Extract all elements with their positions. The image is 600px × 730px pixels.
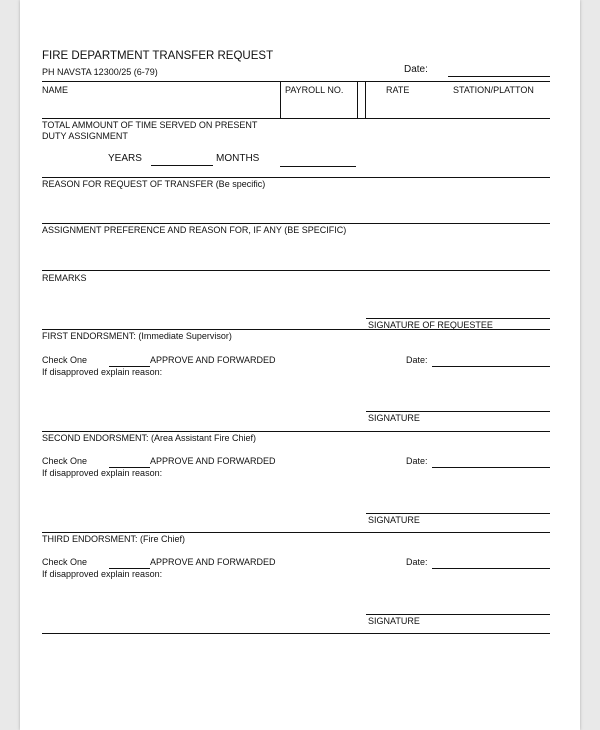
months-label: MONTHS — [216, 153, 260, 164]
date-label: Date: — [404, 64, 428, 75]
check-one-label: Check One — [42, 355, 88, 365]
date-label: Date: — [406, 355, 428, 365]
header-row-divider — [357, 81, 358, 118]
reason-label: REASON FOR REQUEST OF TRANSFER (Be specific) — [42, 179, 266, 189]
signature-label: SIGNATURE — [368, 515, 420, 525]
form-page — [20, 0, 580, 730]
years-label: YEARS — [108, 153, 142, 164]
approve-label: APPROVE AND FORWARDED — [150, 355, 276, 365]
signature-label: SIGNATURE — [368, 413, 420, 423]
date-field[interactable] — [432, 568, 550, 569]
header-row-divider — [365, 81, 366, 118]
time-served-label: TOTAL AMMOUNT OF TIME SERVED ON PRESENT — [42, 120, 258, 130]
requestee-signature-label: SIGNATURE OF REQUESTEE — [368, 320, 493, 330]
approve-label: APPROVE AND FORWARDED — [150, 456, 276, 466]
rate-label: RATE — [386, 85, 410, 95]
divider — [42, 633, 550, 634]
disapproved-label: If disapproved explain reason: — [42, 367, 163, 377]
preference-label: ASSIGNMENT PREFERENCE AND REASON FOR, IF ANY (BE SPECIFIC) — [42, 225, 347, 235]
time-served-label-2: DUTY ASSIGNMENT — [42, 131, 128, 141]
date-field[interactable] — [448, 76, 550, 77]
signature-label: SIGNATURE — [368, 616, 420, 626]
months-field[interactable] — [280, 166, 356, 167]
date-label: Date: — [406, 456, 428, 466]
header-row-divider — [280, 81, 281, 118]
disapproved-label: If disapproved explain reason: — [42, 468, 163, 478]
disapproved-label: If disapproved explain reason: — [42, 569, 163, 579]
header-row-top-line — [42, 81, 550, 82]
third-endorsement-title: THIRD ENDORSMENT: (Fire Chief) — [42, 534, 186, 544]
date-field[interactable] — [432, 366, 550, 367]
second-endorsement-title: SECOND ENDORSMENT: (Area Assistant Fire Chief) — [42, 433, 257, 443]
name-label: NAME — [42, 85, 69, 95]
check-one-label: Check One — [42, 557, 88, 567]
check-one-label: Check One — [42, 456, 88, 466]
approve-label: APPROVE AND FORWARDED — [150, 557, 276, 567]
form-id: PH NAVSTA 12300/25 (6-79) — [42, 67, 158, 77]
form-title: FIRE DEPARTMENT TRANSFER REQUEST — [42, 50, 274, 62]
date-label: Date: — [406, 557, 428, 567]
date-field[interactable] — [432, 467, 550, 468]
first-endorsement-title: FIRST ENDORSMENT: (Immediate Supervisor) — [42, 331, 232, 341]
station-label: STATION/PLATTON — [453, 85, 534, 95]
preference-field[interactable] — [42, 270, 550, 271]
payroll-label: PAYROLL NO. — [285, 85, 344, 95]
years-field[interactable] — [151, 165, 213, 166]
remarks-label: REMARKS — [42, 273, 87, 283]
